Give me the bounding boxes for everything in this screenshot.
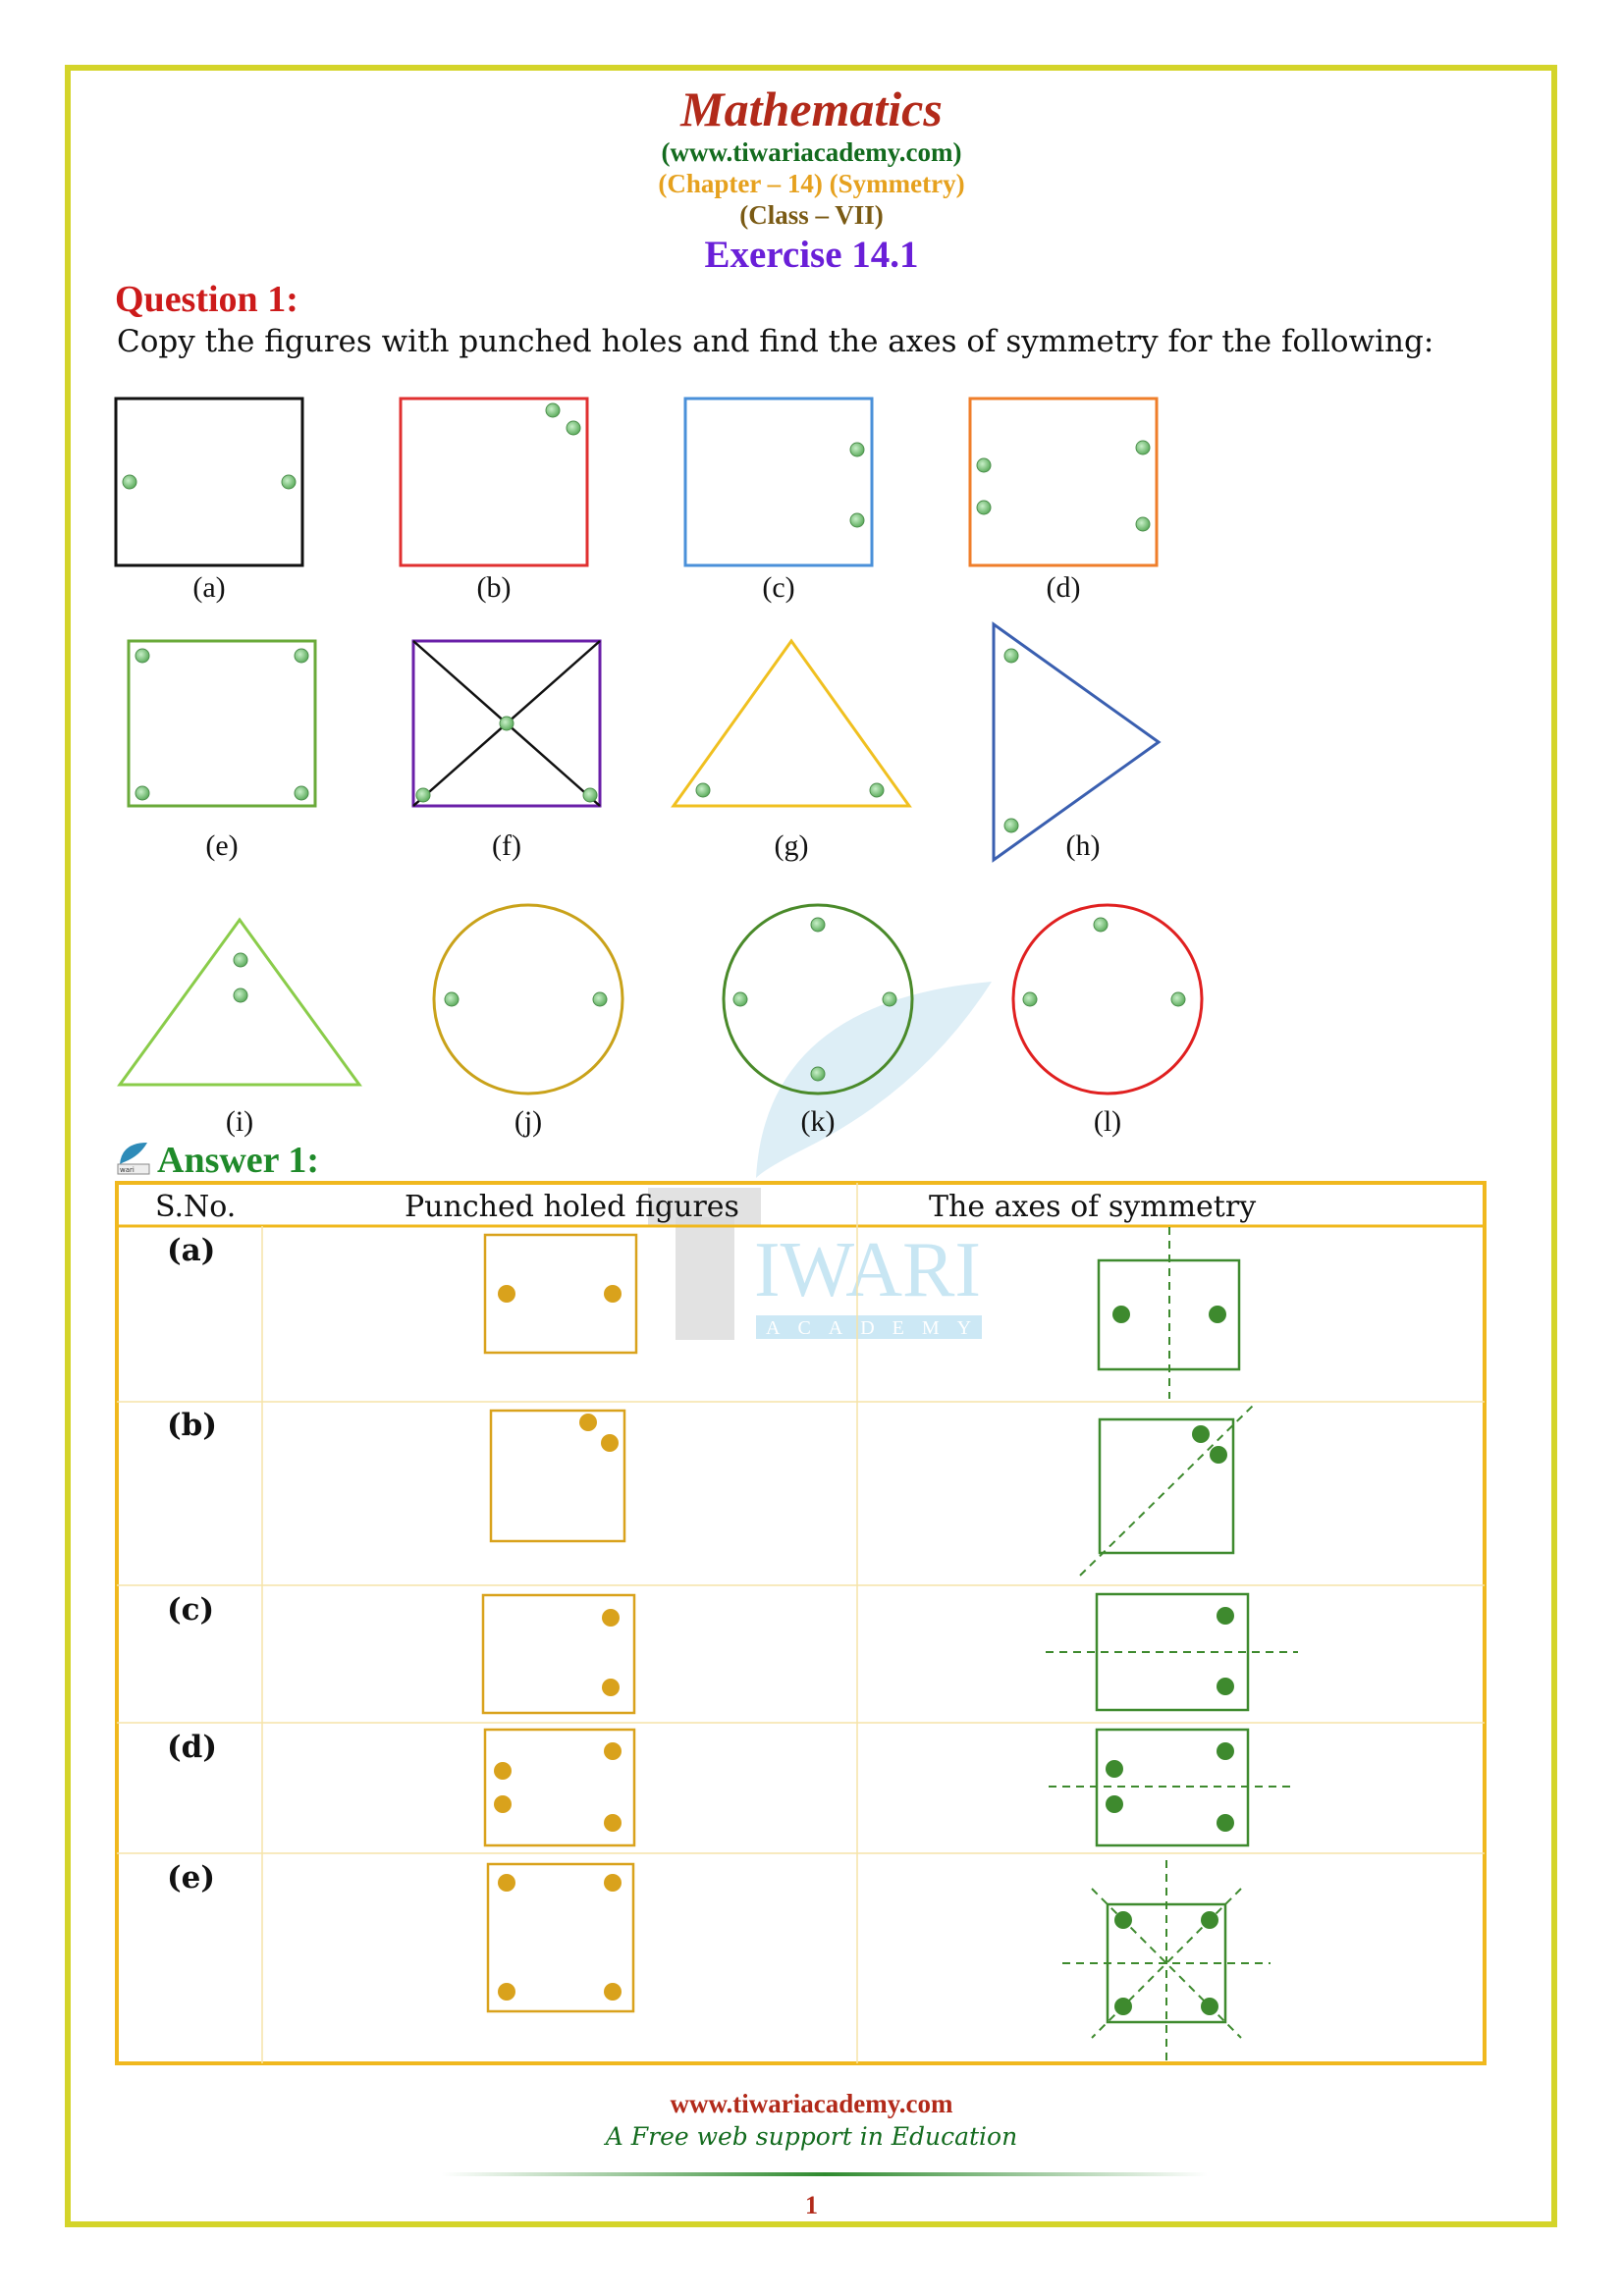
figure-label-g: (g) [774,829,809,862]
table-row-label-a: (a) [167,1233,216,1268]
punched-figure-a [485,1235,636,1353]
punched-figure-c [483,1595,634,1713]
chapter-title: (Chapter – 14) (Symmetry) [658,169,965,198]
figure-label-k: (k) [800,1105,836,1138]
table-header-sno: S.No. [155,1190,237,1224]
table-header-axes: The axes of symmetry [929,1190,1257,1224]
figure-label-b: (b) [476,571,512,604]
footer-tagline: A Free web support in Education [605,2122,1018,2151]
class-title: (Class – VII) [739,200,884,230]
figure-label-d: (d) [1046,571,1081,604]
figure-label-c: (c) [762,571,795,604]
answer-label: Answer 1: [157,1140,320,1181]
figure-label-a: (a) [192,571,226,604]
subject-title: Mathematics [680,81,943,136]
figure-label-h: (h) [1065,829,1101,862]
punched-figure-d [485,1730,634,1845]
symmetry-figure-a [1099,1227,1239,1399]
svg-text:wari: wari [120,1166,135,1174]
punched-figure-e [488,1864,633,2011]
symmetry-figure-d [1049,1730,1294,1845]
symmetry-figure-c [1046,1594,1298,1710]
figure-label-l: (l) [1093,1105,1122,1138]
punched-figure-b [491,1411,624,1541]
figure-label-i: (i) [225,1105,254,1138]
figure-label-e: (e) [205,829,239,862]
table-row-label-c: (c) [167,1592,215,1628]
website-link[interactable]: (www.tiwariacademy.com) [661,137,962,167]
table-row-label-d: (d) [167,1730,218,1765]
symmetry-figure-b [1080,1404,1255,1575]
figure-label-f: (f) [492,829,521,862]
footer-url[interactable]: www.tiwariacademy.com [670,2089,953,2118]
question-text: Copy the figures with punched holes and find the axes of symmetry for the following: [117,324,1434,359]
table-header-punched: Punched holed figures [405,1190,739,1224]
question-label: Question 1: [115,279,298,320]
table-row-label-b: (b) [167,1408,218,1443]
watermark-main-text: IWARI [754,1227,982,1313]
watermark-sub-text: ACADEMY [766,1317,990,1339]
footer-divider [442,2169,1208,2179]
figure-label-j: (j) [514,1105,543,1138]
page-number: 1 [805,2191,818,2219]
exercise-title: Exercise 14.1 [704,234,919,276]
table-row-label-e: (e) [167,1860,216,1896]
symmetry-figure-e [1062,1860,1271,2066]
